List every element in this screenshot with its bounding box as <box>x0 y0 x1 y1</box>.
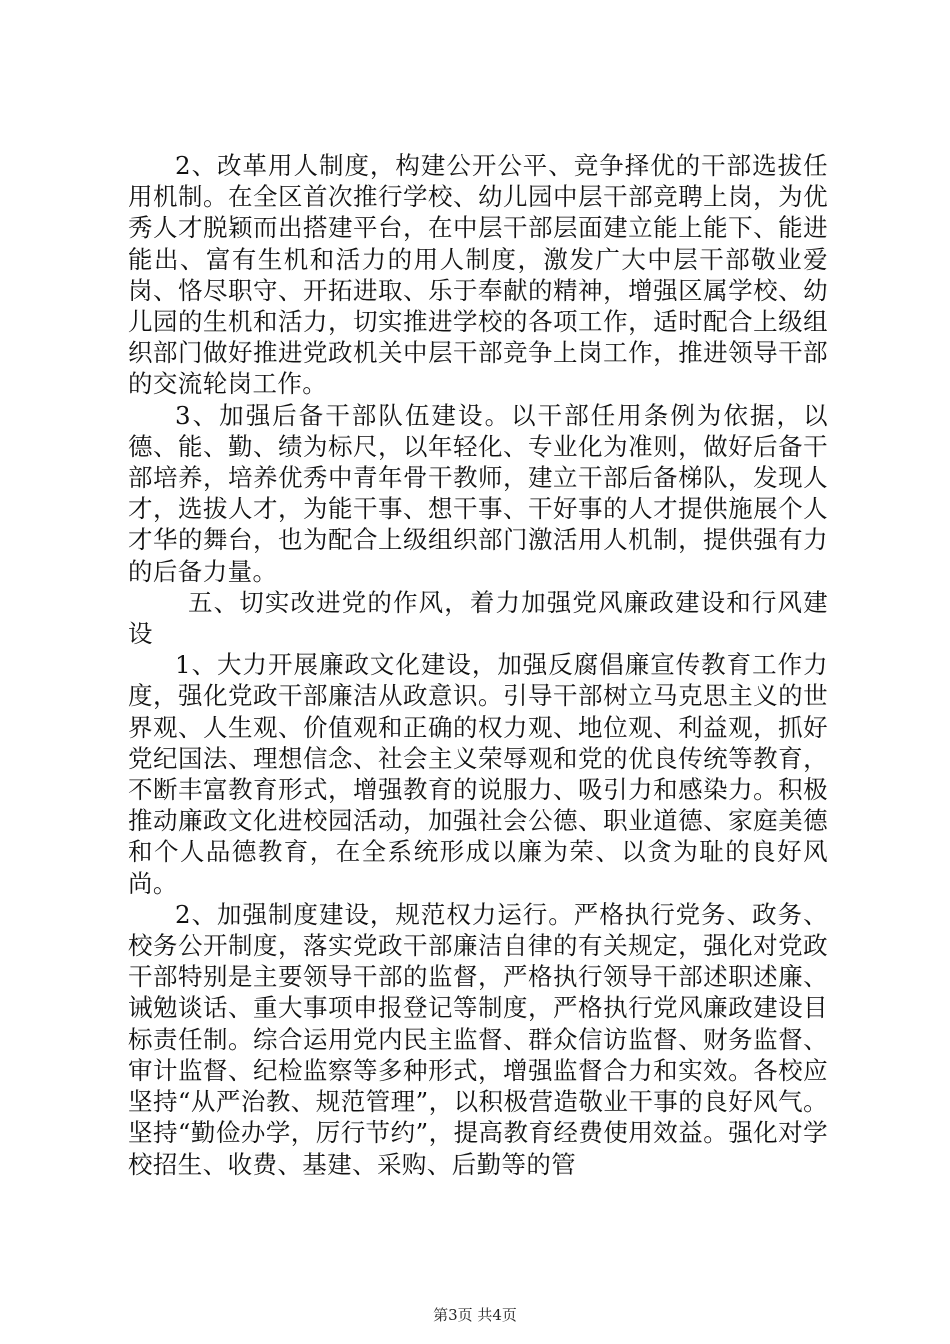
paragraph-reserve-cadres: 3、加强后备干部队伍建设。以干部任用条例为依据，以德、能、勤、绩为标尺，以年轻化、专业化为准则，做好后备干部培养，培养优秀中青年骨干教师，建立干部后备梯队，发现人才，选拔人才，为能干事、想干事、干好事的人才提供施展个人才华的舞台，也为配合上级组织部门激活用人机制，提供强有力的后备力量。 <box>128 400 828 586</box>
paragraph-cadre-selection: 2、改革用人制度，构建公开公平、竞争择优的干部选拔任用机制。在全区首次推行学校、幼儿园中层干部竞聘上岗，为优秀人才脱颖而出搭建平台，在中层干部层面建立能上能下、能进能出、富有生机和活力的用人制度，激发广大中层干部敬业爱岗、恪尽职守、开拓进取、乐于奉献的精神，增强区属学校、幼儿园的生机和活力，切实推进学校的各项工作，适时配合上级组织部门做好推进党政机关中层干部竞争上岗工作，推进领导干部的交流轮岗工作。 <box>128 151 828 399</box>
paragraph-system-building: 2、加强制度建设，规范权力运行。严格执行党务、政务、校务公开制度，落实党政干部廉洁自律的有关规定，强化对党政干部特别是主要领导干部的监督，严格执行领导干部述职述廉、诫勉谈话、重大事项申报登记等制度，严格执行党风廉政建设目标责任制。综合运用党内民主监督、群众信访监督、财务监督、审计监督、纪检监察等多种形式，增强监督合力和实效。各校应坚持“从严治教、规范管理”，以积极营造敬业干事的良好风气。坚持“勤俭办学，厉行节约”，提高教育经费使用效益。强化对学校招生、收费、基建、采购、后勤等的管 <box>128 899 828 1179</box>
page-footer: 第3页 共4页 <box>433 1306 517 1324</box>
paragraph-clean-culture: 1、大力开展廉政文化建设，加强反腐倡廉宣传教育工作力度，强化党政干部廉洁从政意识。引导干部树立马克思主义的世界观、人生观、价值观和正确的权力观、地位观、利益观，抓好党纪国法、理想信念、社会主义荣辱观和党的优良传统等教育，不断丰富教育形式，增强教育的说服力、吸引力和感染力。积极推动廉政文化进校园活动，加强社会公德、职业道德、家庭美德和个人品德教育，在全系统形成以廉为荣、以贪为耻的良好风尚。 <box>128 650 828 898</box>
document-body <box>128 150 828 1180</box>
section-heading: 五、切实改进党的作风，着力加强党风廉政建设和行风建设 <box>128 587 828 649</box>
